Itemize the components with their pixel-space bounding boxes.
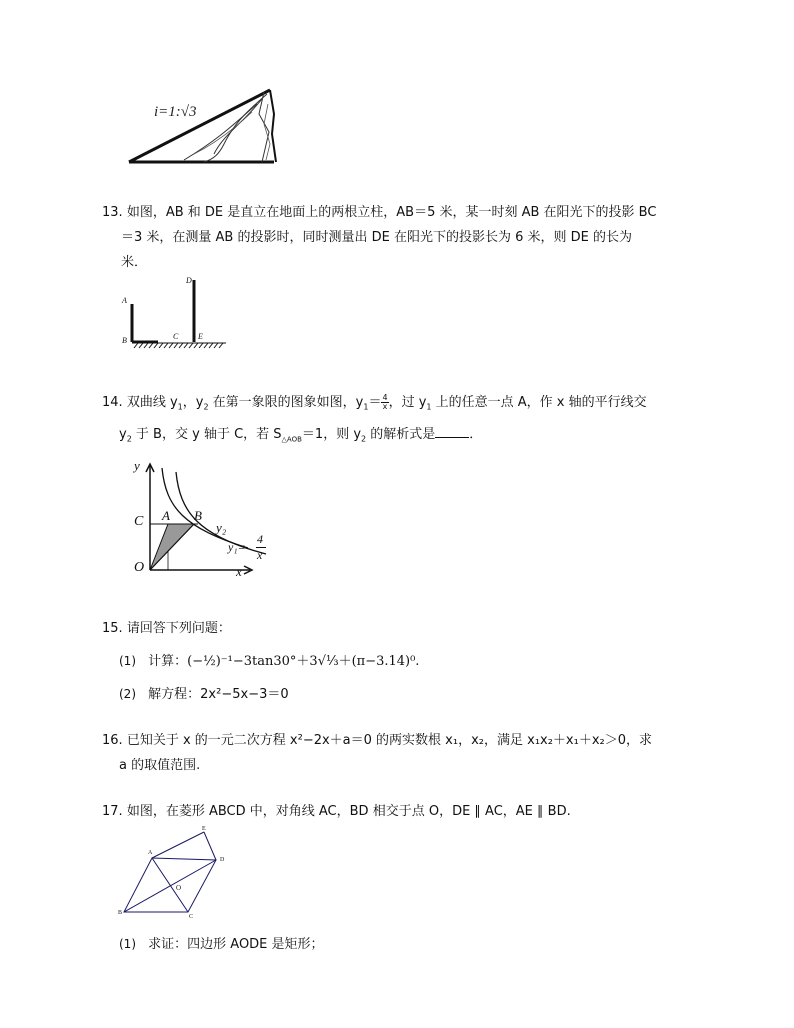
q15-p2-number: (2)	[119, 687, 136, 701]
q17-label-C: C	[189, 914, 194, 920]
q17-part1	[119, 935, 324, 954]
q16-text-line1: 已知关于 x 的一元二次方程 x²−2x＋a＝0 的两实数根 x₁，x₂，满足 x₁x₂＋x₁＋x₂＞0，求	[126, 733, 653, 748]
q15-line	[102, 620, 231, 638]
q14-text-2c: ＝1，则 y	[301, 427, 362, 442]
q14-line1	[102, 394, 647, 417]
q14-text-a: 双曲线 y	[126, 395, 178, 410]
q13-line1	[102, 204, 656, 222]
q14-y1-label: y₁=	[228, 540, 246, 554]
slope-figure	[124, 84, 284, 170]
q16-line1	[102, 732, 652, 750]
q14-figure	[128, 458, 278, 583]
q13-label-C: C	[173, 332, 179, 341]
q13-label-E: E	[198, 332, 203, 341]
q15-p1-number: (1)	[119, 654, 136, 668]
q14-A-label: A	[162, 508, 170, 523]
q13-number: 13.	[102, 205, 123, 220]
q14-C-label: C	[134, 514, 144, 529]
q17-label-E: E	[202, 826, 206, 832]
q13-text-line2: ＝3 米，在测量 AB 的投影时，同时测量出 DE 在阳光下的投影长为 6 米，则 DE 的长为	[121, 230, 632, 245]
q13-figure	[118, 272, 228, 354]
q17-number: 17.	[102, 804, 123, 819]
q15-p2-label: 解方程：	[148, 687, 201, 702]
q13-text-line1: 如图，AB 和 DE 是直立在地面上的两根立柱，AB＝5 米，某一时刻 AB 在阳光下的投影 BC	[126, 205, 657, 220]
q17-label-O: O	[176, 884, 182, 892]
q13-text-line3: 米．	[121, 255, 148, 270]
q14-y1-frac-num: 4	[257, 532, 263, 546]
q16-line2	[119, 757, 200, 775]
slope-label: i=1:√3	[154, 104, 197, 120]
q14-text-c: 在第一象限的图象如图，y	[208, 395, 364, 410]
q13-line3	[121, 254, 147, 272]
q14-text-2e: ．	[469, 427, 483, 442]
q15-part1	[119, 652, 419, 671]
q16-number: 16.	[102, 733, 123, 748]
q14-text-b: ，y	[182, 395, 204, 410]
q13-label-B: B	[122, 336, 127, 345]
q14-frac-den: x	[382, 402, 388, 411]
q14-y2-label: y₂	[216, 520, 227, 535]
q17-p1-number: (1)	[119, 937, 136, 951]
q17-text-line1: 如图，在菱形 ABCD 中，对角线 AC，BD 相交于点 O，DE ∥ AC，AE ∥ BD.	[126, 804, 571, 819]
q14-line2	[119, 425, 482, 449]
q17-line1	[102, 803, 571, 821]
q14-x-axis-label: x	[236, 564, 242, 579]
q17-label-B: B	[118, 910, 123, 916]
q16-text-line2: a 的取值范围.	[119, 758, 201, 773]
q15-p1-expression: (−½)⁻¹−3tan30°＋3√⅓＋(π−3.14)⁰.	[187, 654, 420, 669]
q13-line2	[121, 229, 632, 247]
q14-number: 14.	[102, 395, 123, 410]
q14-sub: 1	[363, 402, 369, 412]
q14-answer-blank[interactable]	[435, 425, 469, 438]
q15-part2	[119, 685, 289, 704]
q17-label-A: A	[148, 850, 153, 856]
q14-sub: 2	[203, 402, 209, 412]
q14-y1-frac-den: x	[257, 548, 263, 562]
q14-y-axis-label: y	[134, 458, 140, 473]
q14-text-2d: 的解析式是	[366, 427, 436, 442]
q14-frac-num: 4	[382, 393, 388, 402]
q14-text-2a: y	[119, 427, 127, 442]
q14-sub: 2	[361, 434, 367, 444]
q14-sub: △AOB	[281, 435, 302, 444]
q14-origin-label: O	[134, 560, 145, 575]
q14-text-d: ＝	[368, 395, 382, 410]
q14-text-2b: 于 B，交 y 轴于 C，若 S	[131, 427, 282, 442]
q17-label-D: D	[220, 857, 225, 863]
q14-text-f: 上的任意一点 A，作 x 轴的平行线交	[431, 395, 647, 410]
q15-prompt: 请回答下列问题：	[126, 621, 231, 636]
q14-sub: 2	[126, 434, 132, 444]
q17-p1-text: 求证：四边形 AODE 是矩形；	[148, 937, 324, 952]
q15-p2-expression: 2x²−5x−3＝0	[200, 687, 289, 702]
q14-sub: 1	[177, 402, 183, 412]
q13-label-A: A	[122, 296, 127, 305]
q14-sub: 1	[426, 402, 432, 412]
q15-number: 15.	[102, 621, 123, 636]
q13-label-D: D	[186, 276, 192, 285]
q17-figure	[116, 826, 236, 922]
q14-fraction	[381, 394, 388, 411]
q15-p1-label: 计算：	[148, 654, 188, 669]
q14-text-e: ，过 y	[388, 395, 427, 410]
q14-B-label: B	[194, 508, 202, 523]
